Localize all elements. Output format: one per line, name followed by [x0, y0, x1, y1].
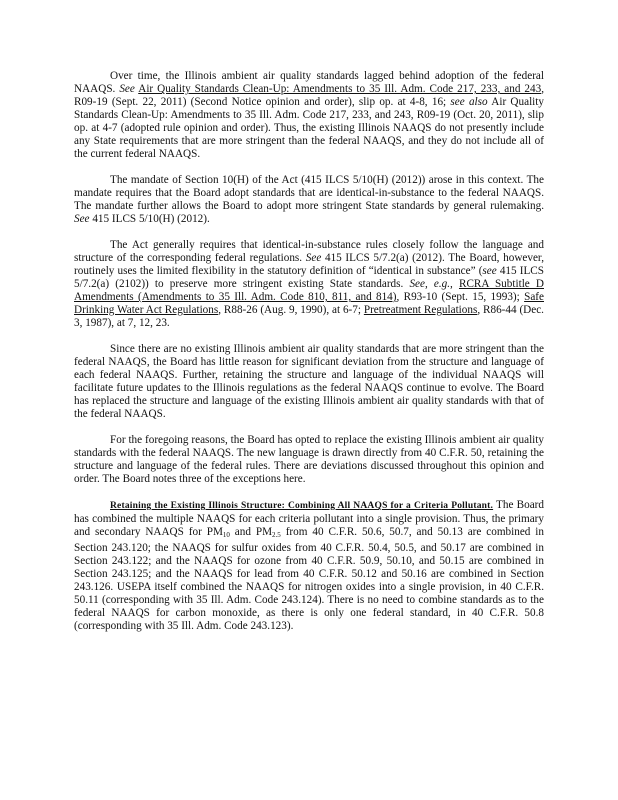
paragraph-text: The mandate of Section 10(H) of the Act (415 ILCS 5/10(H) (2012)) arose in this context. The mandate requires that the Board adopt standards that are identical-in-substance to the federal NAAQS. The mandate further allows the Board to adopt more stringent State standards by general rulemaking.	[74, 174, 544, 212]
citation-title: Safe Drinking Water Act Regulations	[74, 291, 544, 316]
citation-title: Pretreatment Regulations	[363, 304, 478, 316]
paragraph	[74, 499, 544, 633]
italic-text: See	[119, 83, 135, 95]
paragraph-text: , R86-44 (Dec. 3, 1987), at 7, 12, 23.	[74, 304, 544, 329]
italic-text: See, e.g.,	[409, 278, 453, 290]
paragraph-text: , R88-26 (Aug. 9, 1990), at 6-7;	[218, 304, 364, 316]
paragraph-text: Over time, the Illinois ambient air quality standards lagged behind adoption of the federal NAAQS.	[74, 70, 544, 95]
paragraph-text: 415 ILCS 5/10(H) (2012).	[89, 213, 210, 225]
paragraph-text: and PM	[229, 526, 273, 538]
paragraph-text: Air Quality Standards Clean-Up: Amendments to 35 Ill. Adm. Code 217, 233, and 243, R09-19 (Oct. 20, 2011), slip op. at 4-7 (adopted rule opinion and order). Thus, the existing Illinois NAAQS do not presently include any State requirements that are more stringent than the federal NAAQS, and they do not include all of the current federal NAAQS.	[74, 96, 544, 160]
paragraph	[74, 174, 544, 226]
paragraph-text: For the foregoing reasons, the Board has opted to replace the existing Illinois ambient air quality standards with the federal NAAQS. The new language is drawn directly from 40 C.F.R. 50, retaining the structure and language of the federal rules. There are deviations discussed throughout this opinion and order. The Board notes three of the exceptions here.	[74, 434, 544, 485]
paragraph-text: from 40 C.F.R. 50.6, 50.7, and 50.13 are combined in Section 243.120; the NAAQS for sulfur oxides from 40 C.F.R. 50.4, 50.5, and 50.17 are combined in Section 243.122; and the NAAQS for ozone from 40 C.F.R. 50.9, 50.10, and 50.15 are combined in Section 243.125; and the NAAQS for lead from 40 C.F.R. 50.12 and 50.16 are combined in Section 243.126. USEPA itself combined the NAAQS for nitrogen oxides into a single provision, in 40 C.F.R. 50.11 (corresponding with 35 Ill. Adm. Code 243.124). There is no need to combine standards as to the federal NAAQS for carbon monoxide, as there is only one federal standard, in 40 C.F.R. 50.8 (corresponding with 35 Ill. Adm. Code 243.123).	[74, 526, 544, 632]
paragraph-text: 415 ILCS 5/7.2(a) (2012). The Board, however, routinely uses the limited flexibility in the statutory definition of “identical in substance” (	[74, 252, 544, 277]
subscript: 10	[222, 531, 230, 539]
italic-text: see also	[450, 96, 488, 108]
paragraph	[74, 239, 544, 330]
paragraph	[74, 434, 544, 486]
paragraph-text: The Act generally requires that identical-in-substance rules closely follow the language and structure of the corresponding federal regulations.	[74, 239, 544, 264]
italic-text: See	[305, 252, 322, 264]
paragraph-text: The Board has combined the multiple NAAQS for each criteria pollutant into a single provision. Thus, the primary and secondary NAAQS for PM	[74, 499, 544, 538]
paragraph	[74, 343, 544, 421]
citation-title: RCRA Subtitle D Amendments (Amendments to 35 Ill. Adm. Code 810, 811, and 814)	[74, 278, 544, 303]
section-heading: Retaining the Existing Illinois Structure: Combining All NAAQS for a Criteria Pollutant.	[110, 501, 494, 511]
paragraph-text: , R93-10 (Sept. 15, 1993);	[396, 291, 525, 303]
subscript: 2.5	[272, 531, 281, 539]
document-body	[74, 70, 544, 633]
italic-text: see	[482, 265, 497, 277]
paragraph-text: 415 ILCS 5/7.2(a) (2102)) to preserve more stringent existing State standards.	[74, 265, 544, 290]
citation-title: Air Quality Standards Clean-Up: Amendments to 35 Ill. Adm. Code 217, 233, and 243	[138, 83, 542, 95]
paragraph-text: Since there are no existing Illinois ambient air quality standards that are more stringent than the federal NAAQS, the Board has little reason for significant deviation from the structure and language of each federal NAAQS. Further, retaining the structure and language of the individual NAAQS will facilitate future updates to the Illinois regulations as the federal NAAQS continue to evolve. The Board has replaced the structure and language of the existing Illinois ambient air quality standards with that of the federal NAAQS.	[74, 343, 544, 420]
paragraph	[74, 70, 544, 161]
italic-text: See	[74, 213, 90, 225]
paragraph-text: , R09-19 (Sept. 22, 2011) (Second Notice opinion and order), slip op. at 4-8, 16;	[74, 83, 544, 108]
